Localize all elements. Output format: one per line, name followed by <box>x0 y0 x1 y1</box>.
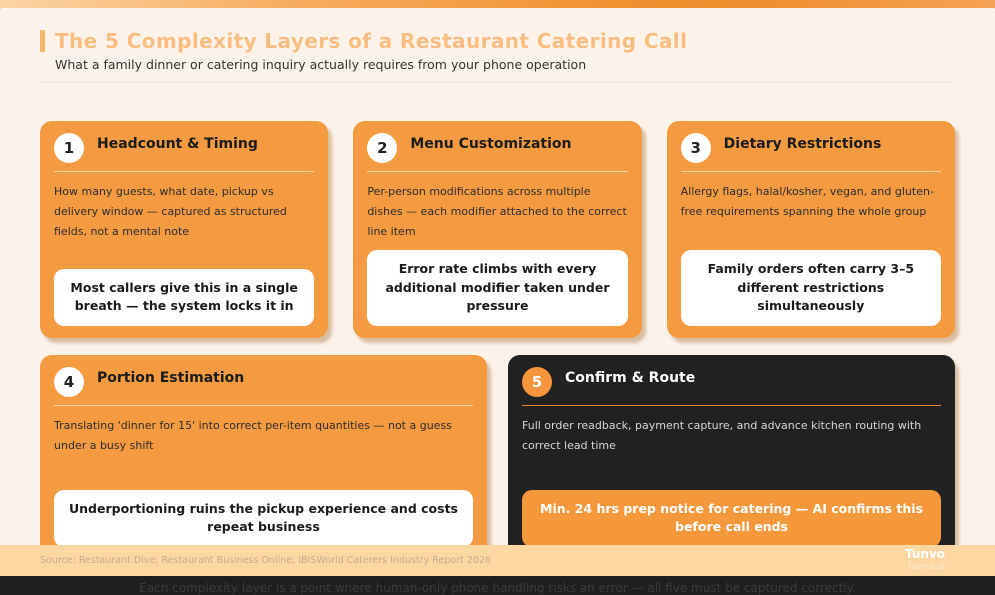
brand-domain: tunvo.ai <box>908 562 945 573</box>
card-title: Headcount & Timing <box>97 136 258 152</box>
number-badge: 4 <box>54 367 84 397</box>
card-title: Menu Customization <box>410 136 572 152</box>
top-accent-bar <box>0 0 995 8</box>
number-badge: 2 <box>367 133 397 163</box>
card-description: Translating 'dinner for 15' into correct per-item quantities — not a guess under a busy shift <box>54 419 452 452</box>
card-callout: Family orders often carry 3–5 different restrictions simultaneously <box>681 250 941 326</box>
card-header <box>681 133 941 163</box>
card-header <box>54 133 314 163</box>
card-headcount-timing <box>40 121 328 338</box>
summary-note: Each complexity layer is a point where human-only phone handling risks an error — all five must be captured correctly. <box>139 581 856 595</box>
number-badge: 1 <box>54 133 84 163</box>
brand-block <box>905 548 945 572</box>
card-title: Confirm & Route <box>565 370 696 386</box>
card-header <box>54 367 473 397</box>
footer-band <box>0 545 995 576</box>
card-header <box>367 133 627 163</box>
card-divider <box>54 171 314 172</box>
card-dietary-restrictions <box>667 121 955 338</box>
card-description: Per-person modifications across multiple dishes — each modifier attached to the correct line item <box>367 185 627 238</box>
card-row-bottom <box>40 355 955 559</box>
card-divider <box>54 405 473 406</box>
card-divider <box>681 171 941 172</box>
card-callout: Underportioning ruins the pickup experience and costs repeat business <box>54 490 473 548</box>
page-title: The 5 Complexity Layers of a Restaurant Catering Call <box>40 30 955 52</box>
card-title: Portion Estimation <box>97 370 245 386</box>
card-divider <box>367 171 627 172</box>
card-menu-customization <box>353 121 641 338</box>
card-callout: Error rate climbs with every additional modifier taken under pressure <box>367 250 627 326</box>
card-row-top <box>40 121 955 338</box>
card-divider <box>522 405 941 406</box>
card-callout: Most callers give this in a single breath — the system locks it in <box>54 269 314 327</box>
card-description: How many guests, what date, pickup vs delivery window — captured as structured fields, not a mental note <box>54 185 287 238</box>
card-header <box>522 367 941 397</box>
card-portion-estimation <box>40 355 487 559</box>
card-description: Full order readback, payment capture, and advance kitchen routing with correct lead time <box>522 419 922 452</box>
source-citation: Source: Restaurant Dive; Restaurant Business Online; IBISWorld Caterers Industry Report 2026 <box>40 555 491 566</box>
card-callout: Min. 24 hrs prep notice for catering — AI confirms this before call ends <box>522 490 941 548</box>
content-area <box>40 8 955 595</box>
header-divider <box>40 82 955 83</box>
number-badge: 3 <box>681 133 711 163</box>
card-description: Allergy flags, halal/kosher, vegan, and gluten-free requirements spanning the whole group <box>680 185 934 218</box>
page-subtitle: What a family dinner or catering inquiry actually requires from your phone operation <box>55 57 587 72</box>
card-confirm-route <box>508 355 955 559</box>
number-badge: 5 <box>522 367 552 397</box>
brand-name: Tunvo <box>904 547 945 562</box>
card-title: Dietary Restrictions <box>723 136 882 152</box>
